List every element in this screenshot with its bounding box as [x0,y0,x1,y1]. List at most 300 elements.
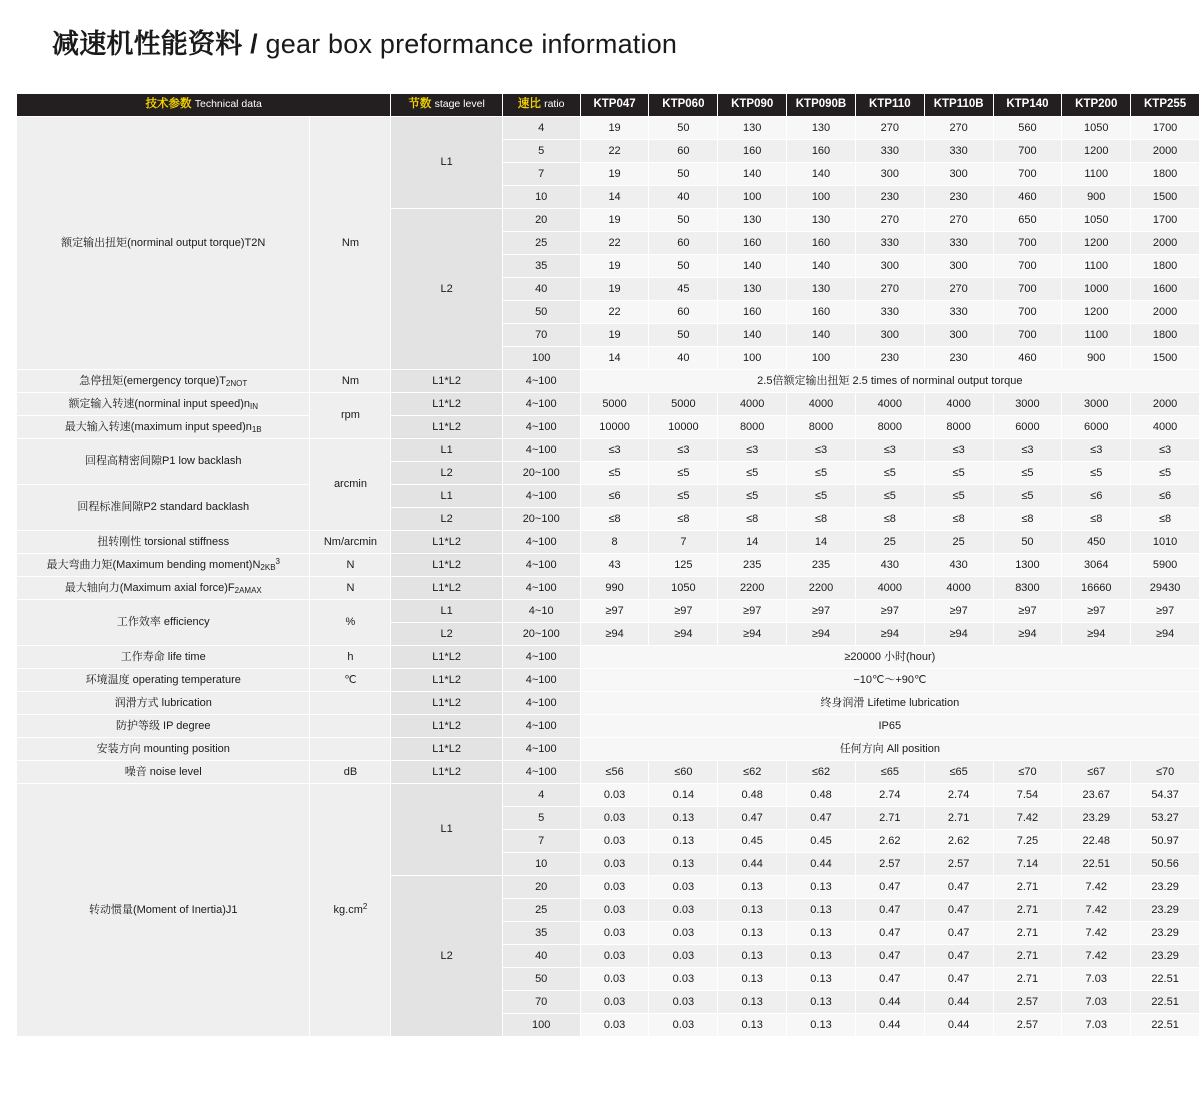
value-cell: 2.71 [993,945,1062,968]
param-subscript: 2NOT [225,378,248,388]
value-cell: 1010 [1131,531,1200,554]
value-cell: ≤8 [993,508,1062,531]
ratio-cell: 4~100 [502,531,580,554]
stage-cell: L2 [391,508,502,531]
header-model-ktp110: KTP110 [855,94,924,117]
ratio-cell: 4~100 [502,738,580,761]
value-cell: ≤5 [1062,462,1131,485]
value-cell: 2.57 [993,991,1062,1014]
header-stage-cn: 节数 [408,98,432,111]
value-cell: 1300 [993,554,1062,577]
value-cell: 0.13 [718,899,787,922]
param-subscript: 1B [251,424,262,434]
table-row [17,761,1200,784]
value-cell: ≤5 [993,485,1062,508]
table-row [17,416,1200,439]
value-cell: ≤3 [855,439,924,462]
stage-cell: L2 [391,462,502,485]
value-cell: 230 [924,186,993,209]
table-row [17,715,1200,738]
value-cell: 60 [649,232,718,255]
param-unit-rpm: rpm [310,393,391,439]
value-cell: 22 [580,140,649,163]
note-mounting-position: 任何方向 All position [580,738,1199,761]
value-cell: ≤5 [787,485,856,508]
value-cell: 460 [993,347,1062,370]
ratio-cell: 20 [502,209,580,232]
value-cell: 700 [993,232,1062,255]
value-cell: 330 [855,140,924,163]
value-cell: 100 [718,186,787,209]
value-cell: 7.25 [993,830,1062,853]
stage-cell: L1*L2 [391,416,502,439]
value-cell: 3000 [993,393,1062,416]
stage-cell: L1*L2 [391,531,502,554]
value-cell: 300 [924,255,993,278]
value-cell: 4000 [787,393,856,416]
value-cell: ≤8 [580,508,649,531]
value-cell: ≥94 [924,623,993,646]
value-cell: 40 [649,186,718,209]
value-cell: 560 [993,117,1062,140]
ratio-cell: 25 [502,899,580,922]
value-cell: 230 [855,347,924,370]
value-cell: 0.13 [718,922,787,945]
value-cell: ≤56 [580,761,649,784]
value-cell: 270 [855,117,924,140]
value-cell: 160 [787,140,856,163]
value-cell: 160 [718,301,787,324]
ratio-cell: 20~100 [502,623,580,646]
table-row [17,738,1200,761]
ratio-cell: 50 [502,968,580,991]
param-name-axial-force [17,577,310,600]
ratio-cell: 4~100 [502,669,580,692]
value-cell: 235 [787,554,856,577]
value-cell: 22.51 [1131,991,1200,1014]
param-name-mounting-position: 安装方向 mounting position [17,738,310,761]
value-cell: 4000 [1131,416,1200,439]
header-model-ktp060: KTP060 [649,94,718,117]
stage-cell: L2 [391,623,502,646]
value-cell: 7.42 [993,807,1062,830]
ratio-cell: 7 [502,830,580,853]
value-cell: 6000 [1062,416,1131,439]
value-cell: ≥97 [1131,600,1200,623]
value-cell: 2.57 [855,853,924,876]
value-cell: ≤60 [649,761,718,784]
value-cell: ≤62 [787,761,856,784]
header-model-ktp255: KTP255 [1131,94,1200,117]
value-cell: 2200 [718,577,787,600]
param-unit-efficiency: % [310,600,391,646]
page-title-cn: 减速机性能资料 [52,29,243,59]
ratio-cell: 40 [502,945,580,968]
ratio-cell: 4~100 [502,393,580,416]
stage-cell: L1*L2 [391,715,502,738]
value-cell: ≥97 [649,600,718,623]
param-unit-stiffness: Nm/arcmin [310,531,391,554]
param-unit-torque: Nm [310,117,391,370]
page-title-separator: / [250,29,258,59]
value-cell: 430 [855,554,924,577]
value-cell: 0.48 [718,784,787,807]
param-unit-noise: dB [310,761,391,784]
note-ip-degree: IP65 [580,715,1199,738]
param-name-emergency-torque [17,370,310,393]
value-cell: 450 [1062,531,1131,554]
value-cell: 0.44 [924,1014,993,1037]
value-cell: 300 [855,255,924,278]
value-cell: 0.13 [649,830,718,853]
value-cell: 130 [718,117,787,140]
value-cell: 0.47 [924,968,993,991]
value-cell: 160 [787,232,856,255]
value-cell: 0.03 [580,922,649,945]
value-cell: 4000 [855,393,924,416]
value-cell: 23.29 [1131,899,1200,922]
param-name-torsional-stiffness: 扭转刚性 torsional stiffness [17,531,310,554]
table-row [17,600,1200,623]
value-cell: 7.42 [1062,876,1131,899]
value-cell: 2.71 [993,899,1062,922]
value-cell: 14 [787,531,856,554]
value-cell: 0.13 [787,968,856,991]
value-cell: 0.13 [718,991,787,1014]
value-cell: 8000 [924,416,993,439]
table-row [17,577,1200,600]
ratio-cell: 4~100 [502,577,580,600]
ratio-cell: 7 [502,163,580,186]
value-cell: ≤5 [649,462,718,485]
value-cell: 1000 [1062,278,1131,301]
value-cell: ≤6 [1131,485,1200,508]
value-cell: 1050 [1062,117,1131,140]
ratio-cell: 50 [502,301,580,324]
param-name-efficiency: 工作效率 efficiency [17,600,310,646]
value-cell: 1200 [1062,301,1131,324]
value-cell: 140 [787,324,856,347]
param-unit-label: kg.cm [333,903,363,916]
value-cell: 2000 [1131,140,1200,163]
header-technical-cn: 技术参数 [145,98,192,111]
value-cell: ≥94 [1062,623,1131,646]
value-cell: ≤8 [1131,508,1200,531]
param-unit-ip [310,715,391,738]
value-cell: 130 [718,278,787,301]
value-cell: 0.03 [580,853,649,876]
value-cell: ≥97 [787,600,856,623]
value-cell: ≤8 [855,508,924,531]
value-cell: 0.13 [718,968,787,991]
value-cell: 2000 [1131,232,1200,255]
value-cell: 700 [993,278,1062,301]
stage-cell: L1 [391,485,502,508]
table-row [17,784,1200,807]
value-cell: ≤62 [718,761,787,784]
header-model-ktp110b: KTP110B [924,94,993,117]
ratio-cell: 5 [502,807,580,830]
value-cell: 3064 [1062,554,1131,577]
value-cell: 25 [855,531,924,554]
value-cell: 0.03 [649,922,718,945]
value-cell: 43 [580,554,649,577]
value-cell: 1050 [649,577,718,600]
value-cell: ≥94 [993,623,1062,646]
header-model-ktp140: KTP140 [993,94,1062,117]
value-cell: 2.74 [924,784,993,807]
value-cell: 0.47 [855,876,924,899]
value-cell: ≤3 [787,439,856,462]
param-label: 最大弯曲力矩(Maximum bending moment)N [46,558,261,571]
ratio-cell: 100 [502,1014,580,1037]
table-header-row [17,94,1200,117]
value-cell: 140 [787,163,856,186]
value-cell: 0.03 [649,991,718,1014]
value-cell: 7.54 [993,784,1062,807]
page-title [8,0,1192,61]
value-cell: 23.29 [1131,876,1200,899]
value-cell: 0.13 [787,899,856,922]
param-name-max-input-speed [17,416,310,439]
value-cell: 2.71 [993,968,1062,991]
header-model-ktp200: KTP200 [1062,94,1131,117]
value-cell: 0.03 [580,876,649,899]
header-stage-level [391,94,502,117]
value-cell: ≤8 [924,508,993,531]
value-cell: 8000 [718,416,787,439]
param-label: 额定输入转速(norminal input speed)n [68,397,251,410]
ratio-cell: 20~100 [502,462,580,485]
value-cell: 0.03 [580,807,649,830]
value-cell: 0.44 [855,1014,924,1037]
value-cell: 330 [855,232,924,255]
value-cell: 7 [649,531,718,554]
value-cell: 140 [787,255,856,278]
header-ratio-cn: 速比 [517,98,541,111]
value-cell: 19 [580,209,649,232]
ratio-cell: 4 [502,784,580,807]
value-cell: 2.62 [924,830,993,853]
value-cell: 270 [855,209,924,232]
value-cell: 23.67 [1062,784,1131,807]
table-row [17,531,1200,554]
value-cell: 2.71 [993,922,1062,945]
value-cell: 7.14 [993,853,1062,876]
param-subscript: 2KB [260,562,276,572]
value-cell: 1800 [1131,163,1200,186]
value-cell: 0.13 [649,853,718,876]
value-cell: 1500 [1131,186,1200,209]
value-cell: 8 [580,531,649,554]
value-cell: 2200 [787,577,856,600]
value-cell: 0.47 [718,807,787,830]
param-label: 最大轴向力(Maximum axial force)F [64,581,235,594]
stage-cell: L1*L2 [391,761,502,784]
param-name-bending-moment [17,554,310,577]
note-life-time: ≥20000 小时(hour) [580,646,1199,669]
value-cell: 5000 [649,393,718,416]
value-cell: 0.47 [924,922,993,945]
stage-cell: L1 [391,600,502,623]
value-cell: 300 [855,163,924,186]
value-cell: 1100 [1062,324,1131,347]
value-cell: 4000 [718,393,787,416]
value-cell: 130 [718,209,787,232]
value-cell: ≤67 [1062,761,1131,784]
value-cell: 19 [580,163,649,186]
value-cell: 0.47 [855,922,924,945]
value-cell: ≤3 [993,439,1062,462]
value-cell: 0.47 [924,899,993,922]
value-cell: 0.03 [580,991,649,1014]
ratio-cell: 10 [502,186,580,209]
param-name-noise-level: 噪音 noise level [17,761,310,784]
value-cell: ≥94 [718,623,787,646]
value-cell: 0.03 [580,945,649,968]
value-cell: 270 [924,117,993,140]
ratio-cell: 4~100 [502,416,580,439]
table-row [17,439,1200,462]
value-cell: 1800 [1131,255,1200,278]
ratio-cell: 70 [502,324,580,347]
ratio-cell: 40 [502,278,580,301]
spec-table [16,93,1200,1037]
value-cell: 300 [924,324,993,347]
value-cell: 60 [649,301,718,324]
value-cell: 10000 [649,416,718,439]
value-cell: 1050 [1062,209,1131,232]
value-cell: ≤3 [718,439,787,462]
ratio-cell: 4~10 [502,600,580,623]
value-cell: 230 [924,347,993,370]
value-cell: 23.29 [1131,945,1200,968]
value-cell: ≤5 [855,485,924,508]
ratio-cell: 10 [502,853,580,876]
value-cell: ≤5 [1131,462,1200,485]
value-cell: 29430 [1131,577,1200,600]
value-cell: 270 [924,278,993,301]
value-cell: ≥97 [718,600,787,623]
header-technical-en: Technical data [194,98,262,111]
value-cell: 130 [787,117,856,140]
value-cell: 7.42 [1062,945,1131,968]
header-ratio-en: ratio [544,98,565,111]
value-cell: 125 [649,554,718,577]
value-cell: 270 [924,209,993,232]
ratio-cell: 35 [502,922,580,945]
header-ratio [502,94,580,117]
ratio-cell: 20 [502,876,580,899]
value-cell: ≤5 [993,462,1062,485]
value-cell: 0.44 [718,853,787,876]
param-subscript: IN [250,401,259,411]
value-cell: ≤3 [1062,439,1131,462]
value-cell: ≥94 [1131,623,1200,646]
stage-l1: L1 [391,784,502,876]
table-row [17,646,1200,669]
value-cell: ≤3 [649,439,718,462]
ratio-cell: 4~100 [502,692,580,715]
value-cell: 0.13 [718,1014,787,1037]
value-cell: 40 [649,347,718,370]
value-cell: 22.51 [1131,1014,1200,1037]
param-name-lubrication: 润滑方式 lubrication [17,692,310,715]
value-cell: 19 [580,278,649,301]
value-cell: 0.47 [855,968,924,991]
param-unit-temperature: ℃ [310,669,391,692]
value-cell: ≥94 [855,623,924,646]
value-cell: ≤8 [1062,508,1131,531]
value-cell: 6000 [993,416,1062,439]
value-cell: 1100 [1062,163,1131,186]
stage-cell: L1*L2 [391,646,502,669]
value-cell: 130 [787,278,856,301]
value-cell: 0.03 [580,784,649,807]
value-cell: 8000 [787,416,856,439]
value-cell: 235 [718,554,787,577]
value-cell: 22.51 [1131,968,1200,991]
value-cell: 2.62 [855,830,924,853]
value-cell: 2000 [1131,301,1200,324]
value-cell: 8300 [993,577,1062,600]
note-emergency-torque: 2.5倍额定输出扭矩 2.5 times of norminal output torque [580,370,1199,393]
table-row [17,370,1200,393]
value-cell: 0.13 [649,807,718,830]
value-cell: ≥94 [580,623,649,646]
value-cell: 330 [924,232,993,255]
value-cell: ≤5 [787,462,856,485]
value-cell: 0.47 [924,876,993,899]
value-cell: 140 [718,255,787,278]
value-cell: 0.03 [580,968,649,991]
param-label: 急停扭矩(emergency torque)T [79,374,226,387]
table-row [17,117,1200,140]
stage-cell: L1*L2 [391,370,502,393]
param-name-input-speed [17,393,310,416]
ratio-cell: 4~100 [502,485,580,508]
value-cell: 650 [993,209,1062,232]
table-row [17,692,1200,715]
value-cell: 60 [649,140,718,163]
value-cell: 100 [718,347,787,370]
param-name-moment-of-inertia: 转动惯量(Moment of Inertia)J1 [17,784,310,1037]
param-name-low-backlash: 回程高精密间隙P1 low backlash [17,439,310,485]
table-row [17,669,1200,692]
header-model-ktp090: KTP090 [718,94,787,117]
value-cell: ≤3 [580,439,649,462]
value-cell: 19 [580,324,649,347]
value-cell: 0.13 [787,922,856,945]
table-row [17,554,1200,577]
value-cell: 0.13 [787,1014,856,1037]
value-cell: 0.13 [718,876,787,899]
value-cell: 160 [718,140,787,163]
value-cell: 5900 [1131,554,1200,577]
stage-cell: L1*L2 [391,393,502,416]
header-technical-data [17,94,391,117]
value-cell: 8000 [855,416,924,439]
value-cell: 0.03 [580,899,649,922]
ratio-cell: 4~100 [502,646,580,669]
value-cell: 0.03 [649,968,718,991]
value-cell: ≤5 [580,462,649,485]
value-cell: 2.71 [855,807,924,830]
value-cell: 4000 [924,393,993,416]
value-cell: ≥97 [580,600,649,623]
value-cell: ≤5 [649,485,718,508]
ratio-cell: 4~100 [502,554,580,577]
